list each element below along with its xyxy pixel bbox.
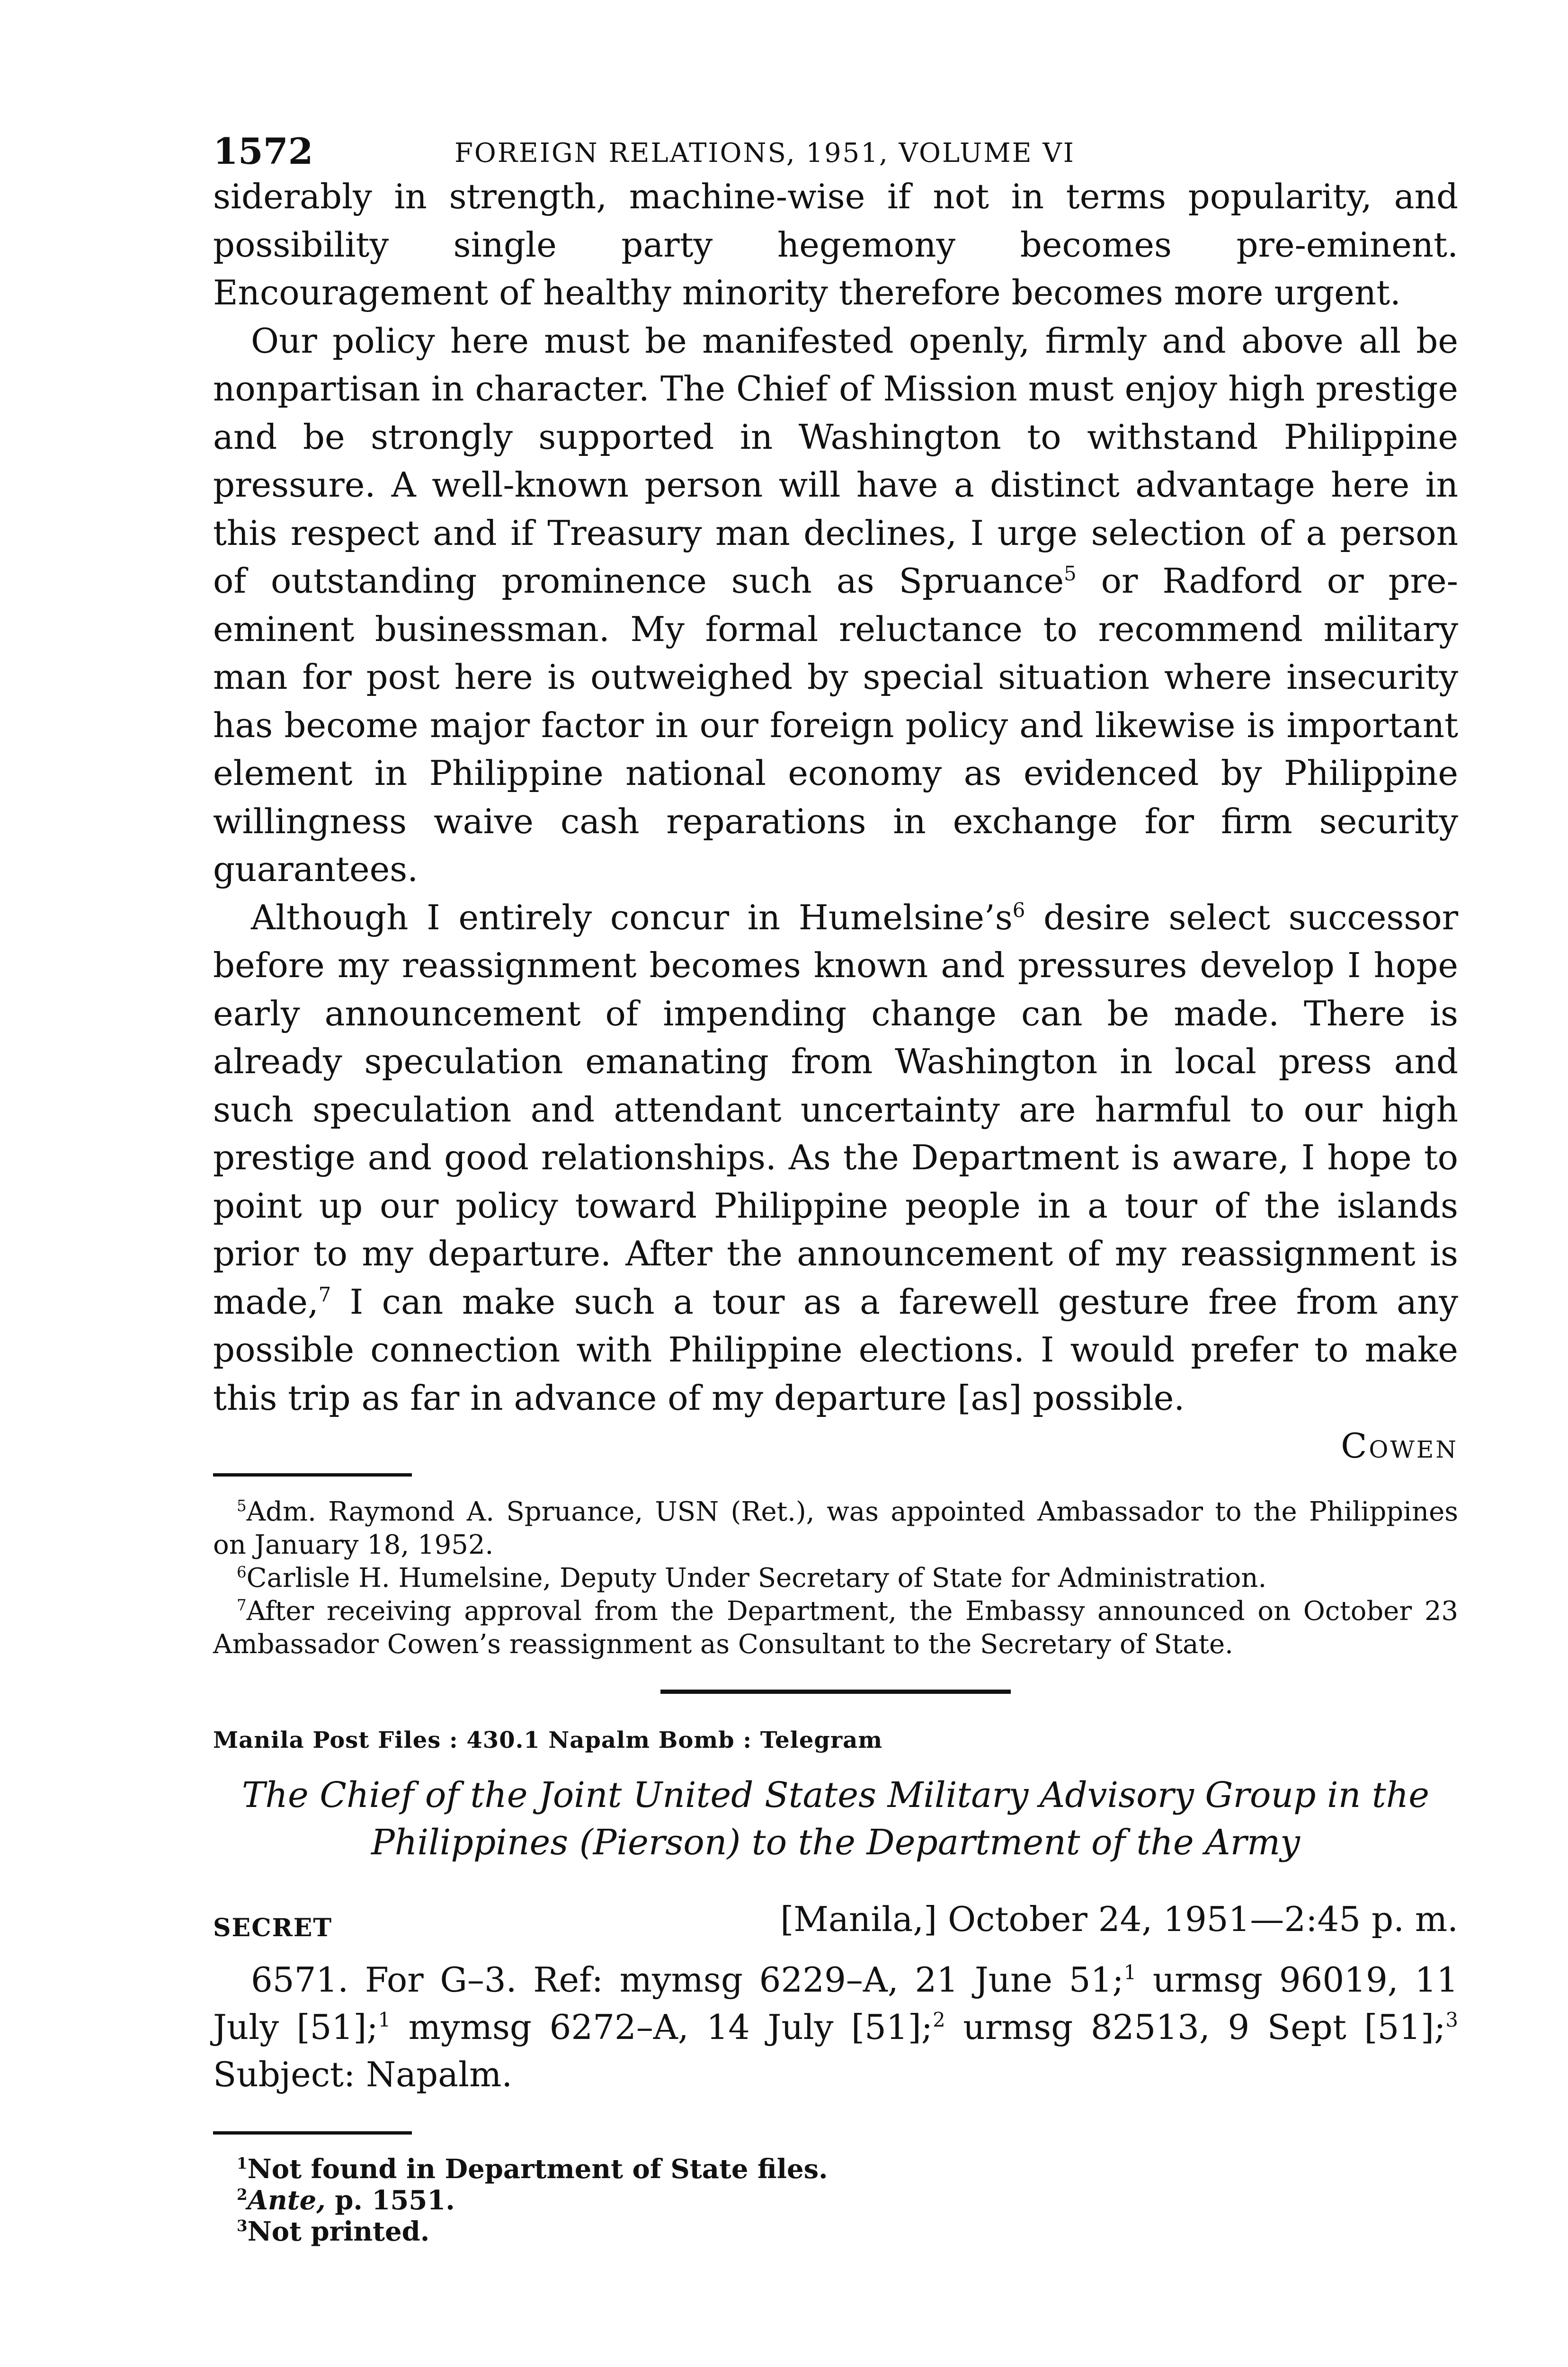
footnote-1: $^1$Not found in Department of State files.: [237, 2153, 828, 2185]
footnote-rule-2: [213, 2131, 412, 2135]
paragraph-1: siderably in strength, machine-wise if not in terms popularity, and possibility single party hegemony becomes pre-eminent. Encouragement of healthy minority therefore becomes more urgent.: [213, 177, 1458, 312]
dateline: [Manila,] October 24, 1951—2:45 p. m.: [780, 1899, 1458, 1939]
footnote-6: $^6$Carlisle H. Humelsine, Deputy Under Secretary of State for Administration.: [237, 1563, 1267, 1593]
file-reference: Manila Post Files : 430.1 Napalm Bomb : Telegram: [213, 1727, 883, 1753]
footnote-3: $^3$Not printed.: [237, 2216, 430, 2247]
document-page: [213, 121, 1458, 2247]
footnote-5: $^5$Adm. Raymond A. Spruance, USN (Ret.), was appointed Ambassador to the Philippines on January 18, 1952.: [213, 1496, 1458, 1560]
telegram-text: 6571. For G–3. Ref: mymsg 6229–A, 21 June 51;$^1$ urmsg 96019, 11 July [51];$^1$ mymsg 6272–A, 14 July [51];$^2$ urmsg 82513, 9 Sept [51];$^3$ Subject: Napalm.: [213, 1960, 1459, 2094]
page-number: 1572: [213, 130, 313, 172]
document-title: The Chief of the Joint United States Military Advisory Group in the Philippines (Pierson) to the Department of the Army: [241, 1775, 1430, 1863]
paragraph-3: Although I entirely concur in $Humelsine’s^6$ desire select successor before my reassignment becomes known and pressures develop I hope early announcement of impending change can be made. There is already speculation emanating from Washington in local press and such speculation and attendant uncertainty are harmful to our high prestige and good relationships. As the Department is aware, I hope to point up our policy toward Philippine people in a tour of the islands prior to my departure. After the announcement of my reassignment is made,$^7$ I can make such a tour as a farewell gesture free from any possible connection with Philippine elections. I would prefer to make this trip as far in advance of my departure [as] possible.: [213, 897, 1458, 1418]
running-head: FOREIGN RELATIONS, 1951, VOLUME VI: [454, 138, 1075, 169]
footnote-7: $^7$After receiving approval from the Department, the Embassy announced on October 23 Ambassador Cowen’s reassignment as Consultant to the Secretary of State.: [213, 1596, 1458, 1660]
paragraph-2: Our policy here must be manifested openly, firmly and above all be nonpartisan in character. The Chief of Mission must enjoy high prestige and be strongly supported in Washington to withstand Philippine pressure. A well-known person will have a distinct advantage here in this respect and if Treasury man declines, I urge selection of a person of outstanding prominence such as Spruance$^5$ or Radford or pre-eminent businessman. My formal reluctance to recommend military man for post here is outweighed by special situation where insecurity has become major factor in our foreign policy and likewise is important element in Philippine national economy as evidenced by Philippine willingness waive cash reparations in exchange for firm security guarantees.: [213, 320, 1458, 889]
footnotes-section-1: [213, 1495, 1458, 1661]
footnote-rule: [213, 1473, 412, 1477]
footnote-ref-5: 5: [1064, 562, 1077, 586]
footnote-ref-7: 7: [318, 1282, 331, 1306]
footnotes-section-2: [213, 2153, 1458, 2247]
page-header: [213, 121, 1458, 173]
footnote-2: $^2$Ante, p. 1551.: [237, 2185, 455, 2216]
classification: SECRET: [213, 1913, 333, 1942]
footnote-ref-6: 6: [1012, 898, 1025, 922]
body-text: [213, 173, 1458, 1422]
signature: Cowen: [1341, 1426, 1458, 1466]
classification-line: [213, 1899, 1458, 1951]
document-separator: [660, 1690, 1011, 1694]
